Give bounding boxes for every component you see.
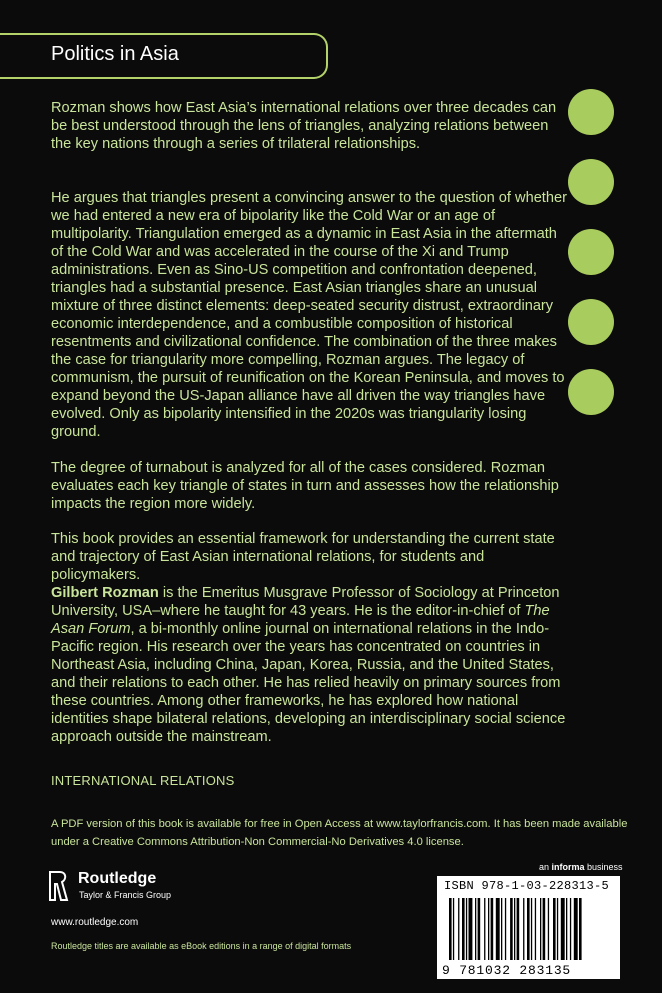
author-name: Gilbert Rozman bbox=[51, 585, 159, 601]
informa-business-tag: an informa business bbox=[539, 862, 623, 872]
routledge-logo-icon bbox=[47, 870, 69, 902]
isbn-number: ISBN 978-1-03-228313-5 bbox=[444, 879, 610, 893]
series-title: Politics in Asia bbox=[51, 43, 179, 65]
publisher-name: Routledge bbox=[78, 870, 157, 887]
publisher-website: www.routledge.com bbox=[51, 917, 139, 928]
decorative-circle bbox=[568, 159, 614, 205]
subject-category: INTERNATIONAL RELATIONS bbox=[51, 773, 235, 788]
decorative-circle bbox=[568, 89, 614, 135]
ebook-note: Routledge titles are available as eBook editions in a range of digital formats bbox=[51, 941, 352, 951]
decorative-circle bbox=[568, 369, 614, 415]
blurb-paragraph-4: This book provides an essential framework for understanding the current state and trajectory of East Asian international relations, for students and policymakers. bbox=[51, 531, 555, 583]
author-bio bbox=[51, 584, 571, 746]
barcode-digits: 9 781032 283135 bbox=[442, 963, 572, 978]
decorative-circle bbox=[568, 229, 614, 275]
decorative-circle bbox=[568, 299, 614, 345]
journal-name: The Asan Forum bbox=[51, 603, 550, 637]
bio-text-b: , a bi-monthly online journal on international relations in the Indo-Pacific region. His research over the years has concentrated on countries in Northeast Asia, including China, Japan, Korea, Russia, and the United States, and their relations to each other. He has relied heavily on primary sources from these countries. Among other frameworks, he has explored how national identities shape bilateral relations, developing an interdisciplinary social science approach outside the mainstream. bbox=[51, 621, 566, 745]
bio-text-a: is the Emeritus Musgrave Professor of Sociology at Princeton University, USA–where he taught for 43 years. He is the editor-in-chief of bbox=[51, 585, 560, 619]
open-access-note: A PDF version of this book is available for free in Open Access at www.taylorfrancis.com. It has been made available under a Creative Commons Attribution-Non Commercial-No Derivatives 4.0 license. bbox=[51, 818, 628, 848]
blurb-paragraph-1: Rozman shows how East Asia’s international relations over three decades can be best understood through the lens of triangles, analyzing relations between the key nations through a series of trilateral relationships. bbox=[51, 100, 557, 152]
blurb-paragraph-2: He argues that triangles present a convincing answer to the question of whether we had entered a new era of bipolarity like the Cold War or an age of multipolarity. Triangulation emerged as a dynamic in East Asia in the aftermath of the Cold War and was accelerated in the course of the Xi and Trump administrations. Even as Sino-US competition and confrontation deepened, triangles had a substantial presence. East Asian triangles share an unusual mixture of three distinct elements: deep-seated security distrust, extraordinary economic interdependence, and a combustible composition of historical resentments and civilizational confidence. The combination of the three makes the case for triangularity more compelling, Rozman argues. The legacy of communism, the pursuit of reunification on the Korean Peninsula, and moves to expand beyond the US-Japan alliance have all driven the way triangles have evolved. Only as bipolarity intensified in the 2020s was triangularity losing ground. bbox=[51, 190, 567, 440]
publisher-group: Taylor & Francis Group bbox=[79, 890, 172, 900]
blurb-paragraph-3: The degree of turnabout is analyzed for all of the cases considered. Rozman evaluates each key triangle of states in turn and assesses how the relationship impacts the region more widely. bbox=[51, 460, 559, 512]
